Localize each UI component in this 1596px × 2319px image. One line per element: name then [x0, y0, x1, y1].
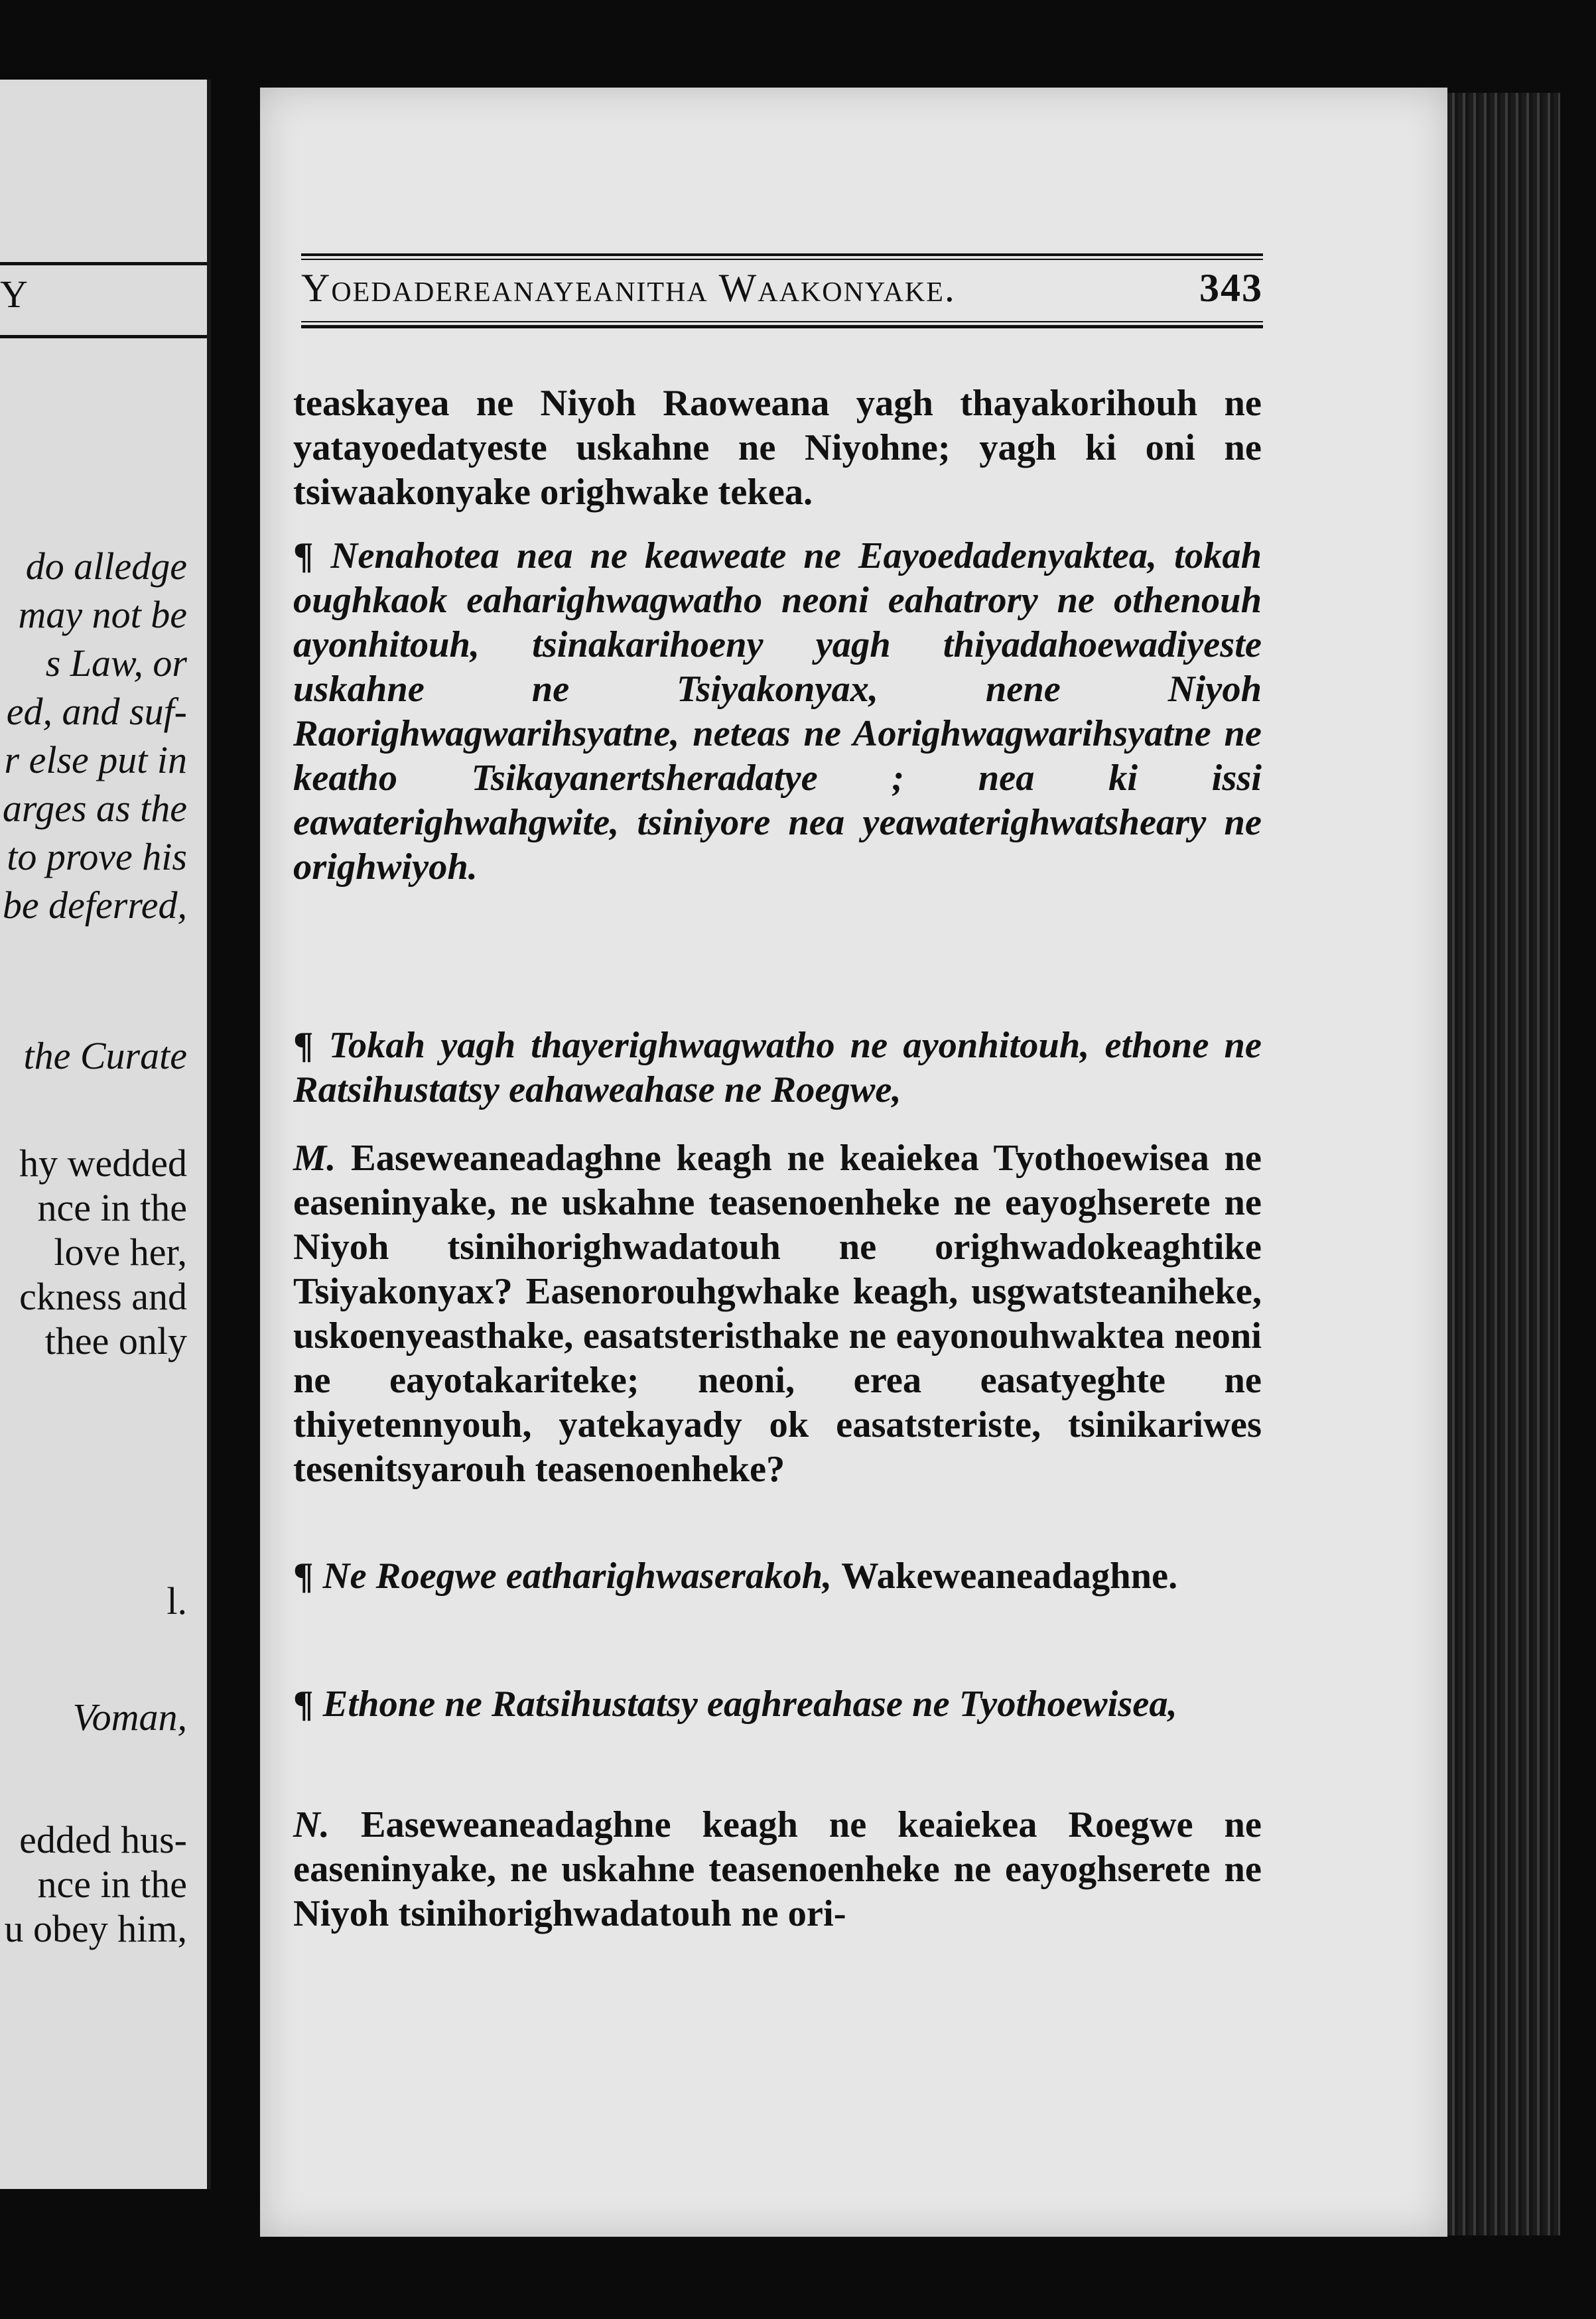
left-line: may not be: [18, 593, 187, 636]
rubric-paragraph: [293, 1682, 1262, 1727]
left-line: nce in the: [37, 1186, 187, 1229]
left-line: the Curate: [23, 1034, 187, 1077]
left-line: s Law, or: [45, 641, 187, 685]
left-header-fragment: Y: [0, 273, 28, 316]
paragraph-text: teaskayea ne Niyoh Raoweana yagh thayakorihouh ne yatayoedatyeste uskahne ne Niyohne; yagh ki oni ne tsiwaakonyake orighwake tekea.: [293, 383, 1262, 513]
vow-question-paragraph: [293, 1803, 1262, 1936]
left-line: u obey him,: [4, 1907, 187, 1950]
rubric-text: Ethone ne Ratsihustatsy eaghreahase ne Tyothoewisea,: [322, 1684, 1177, 1725]
response-text: Wakeweaneadaghne.: [841, 1556, 1178, 1597]
vow-question-paragraph: [293, 1136, 1262, 1492]
left-line: do alledge: [25, 545, 187, 588]
vow-question-text: Easeweaneadaghne keagh ne keaiekea Roegwe ne easeninyake, ne uskahne teasenoenheke ne eayoghserete ne Niyoh tsinihorighwadatouh ne ori-: [293, 1804, 1262, 1934]
left-line: r else put in: [4, 738, 187, 781]
rubric-paragraph: [293, 1024, 1262, 1112]
left-line: Voman,: [72, 1695, 187, 1739]
left-line: nce in the: [37, 1863, 187, 1906]
header-rule: [0, 335, 207, 338]
header-top-rule-thin: [301, 259, 1263, 260]
pilcrow-icon: ¶: [293, 1025, 314, 1066]
previous-page: [0, 80, 211, 2189]
left-line: hy wedded: [19, 1142, 187, 1185]
left-line: l.: [166, 1579, 187, 1623]
left-line: ed, and suf-: [6, 690, 187, 733]
rubric-paragraph: [293, 1554, 1262, 1599]
left-line: edded hus-: [19, 1818, 187, 1861]
speaker-letter: M.: [293, 1138, 336, 1179]
current-page: [260, 88, 1447, 2237]
pilcrow-icon: ¶: [293, 535, 314, 576]
header-bottom-rule: [301, 325, 1263, 328]
rubric-text: Ne Roegwe eatharighwaserakoh,: [322, 1556, 832, 1597]
left-line: ckness and: [19, 1275, 187, 1318]
rubric-paragraph: [293, 534, 1262, 890]
vow-question-text: Easeweaneadaghne keagh ne keaiekea Tyothoewisea ne easeninyake, ne uskahne teasenoenheke ne eayoghserete ne Niyoh tsinihorighwadatouh ne orighwadokeaghtike Tsiyakonyax? Easenorouhgwhake keagh, usgwatsteaniheke, uskoenyeasthake, easatsteristhake ne eayonouhwaktea neoni ne eayotakariteke; neoni, erea easatyeghte ne thiyetennyouh, yatekayady ok easatsteriste, tsinikariwes tesenitsyarouh teasenoenheke?: [293, 1138, 1262, 1490]
running-header: [301, 265, 1263, 325]
header-rule: [0, 262, 207, 265]
header-bottom-rule-thin: [301, 321, 1263, 322]
paragraph-continuation: [293, 381, 1262, 515]
header-top-rule: [301, 253, 1263, 256]
left-line: arges as the: [2, 787, 187, 830]
running-title: Yoedadereanayeanitha Waakonyake.: [301, 266, 956, 310]
rubric-text: Tokah yagh thayerighwagwatho ne ayonhitouh, ethone ne Ratsihustatsy eahaweahase ne Roegwe,: [293, 1025, 1262, 1110]
rubric-text: Nenahotea nea ne keaweate ne Eayoedadenyaktea, tokah oughkaok eaharighwagwatho neoni eahatrory ne othenouh ayonhitouh, tsinakarihoeny yagh thiyadahoewadiyeste uskahne ne Tsiyakonyax, nene Niyoh Raorighwagwarihsyatne, neteas ne Aorighwagwarihsyatne ne keatho Tsikayanertsheradatye ; nea ki issi eawaterighwahgwite, tsiniyore nea yeawaterighwatsheary ne orighwiyoh.: [293, 535, 1262, 888]
left-line: to prove his: [7, 835, 187, 878]
left-line: love her,: [54, 1230, 187, 1274]
pilcrow-icon: ¶: [293, 1556, 314, 1597]
page-number: 343: [1199, 266, 1263, 310]
book-page-edges: [1447, 93, 1560, 2235]
left-line: be deferred,: [2, 884, 187, 927]
speaker-letter: N.: [293, 1804, 330, 1845]
left-line: thee only: [44, 1319, 187, 1362]
pilcrow-icon: ¶: [293, 1684, 314, 1725]
